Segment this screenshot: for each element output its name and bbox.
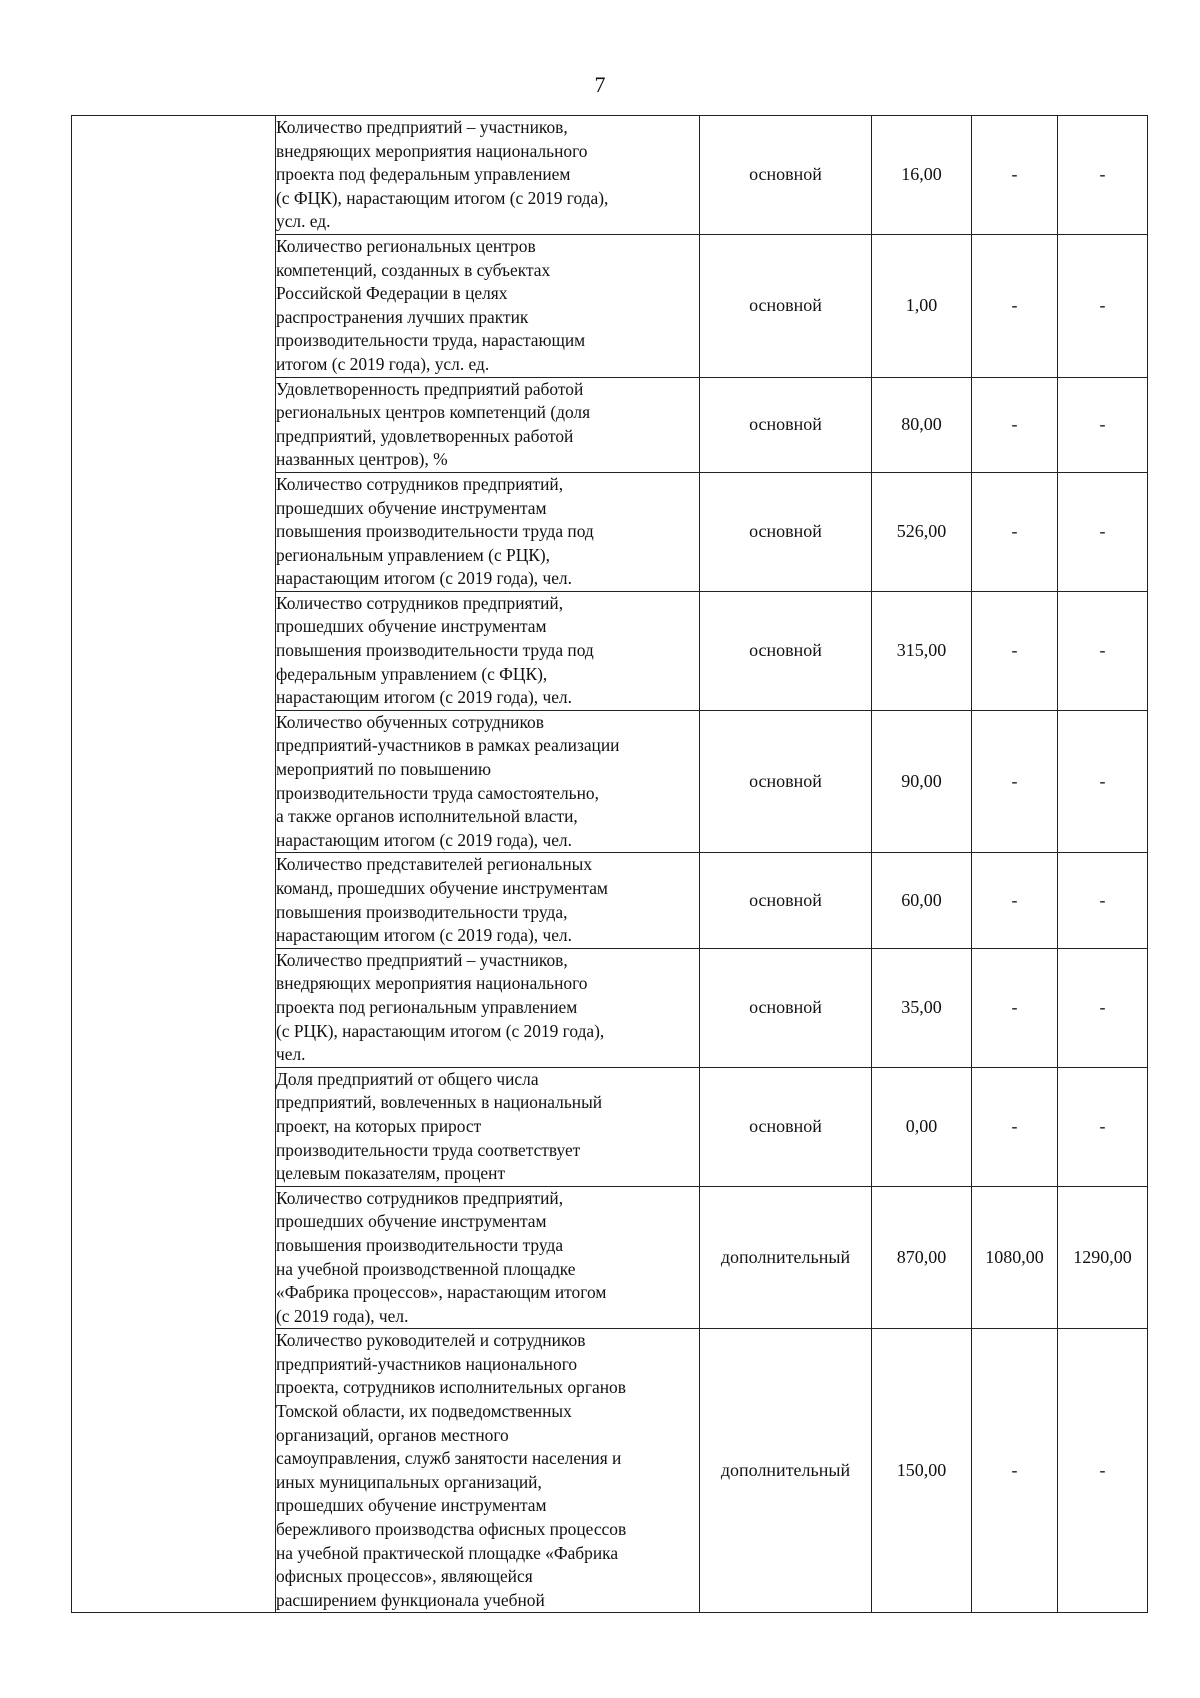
value-year-2: - bbox=[972, 1067, 1058, 1186]
indicator-type: основной bbox=[700, 591, 872, 710]
indicator-name: Количество предприятий – участников, внедряющих мероприятия национального проекта под региональным управлением (с РЦК), нарастающим итогом (с 2019 года), чел. bbox=[276, 948, 700, 1067]
value-year-1: 0,00 bbox=[872, 1067, 972, 1186]
page-number: 7 bbox=[594, 72, 606, 97]
indicator-type: дополнительный bbox=[700, 1329, 872, 1613]
value-year-3: - bbox=[1058, 948, 1148, 1067]
value-year-2: - bbox=[972, 116, 1058, 235]
value-year-2: - bbox=[972, 234, 1058, 377]
value-year-1: 870,00 bbox=[872, 1186, 972, 1329]
value-year-2: - bbox=[972, 853, 1058, 948]
indicators-table bbox=[71, 115, 1148, 1613]
value-year-2: 1080,00 bbox=[972, 1186, 1058, 1329]
indicator-type: основной bbox=[700, 1067, 872, 1186]
empty-first-column bbox=[72, 116, 276, 1613]
value-year-3: - bbox=[1058, 591, 1148, 710]
value-year-3: - bbox=[1058, 710, 1148, 853]
table-row bbox=[72, 116, 1148, 235]
indicator-type: основной bbox=[700, 948, 872, 1067]
value-year-3: - bbox=[1058, 1329, 1148, 1613]
value-year-1: 150,00 bbox=[872, 1329, 972, 1613]
value-year-1: 526,00 bbox=[872, 472, 972, 591]
indicator-type: основной bbox=[700, 710, 872, 853]
value-year-2: - bbox=[972, 710, 1058, 853]
indicator-name: Количество обученных сотрудников предприятий-участников в рамках реализации мероприятий по повышению производительности труда самостоятельно, а также органов исполнительной власти, нарастающим итогом (с 2019 года), чел. bbox=[276, 710, 700, 853]
indicator-name: Доля предприятий от общего числа предприятий, вовлеченных в национальный проект, на которых прирост производительности труда соответствует целевым показателям, процент bbox=[276, 1067, 700, 1186]
value-year-3: 1290,00 bbox=[1058, 1186, 1148, 1329]
value-year-2: - bbox=[972, 948, 1058, 1067]
value-year-1: 35,00 bbox=[872, 948, 972, 1067]
value-year-3: - bbox=[1058, 472, 1148, 591]
indicator-name: Количество предприятий – участников, внедряющих мероприятия национального проекта под федеральным управлением (с ФЦК), нарастающим итогом (с 2019 года), усл. ед. bbox=[276, 116, 700, 235]
indicator-name: Количество сотрудников предприятий, прошедших обучение инструментам повышения производительности труда под федеральным управлением (с ФЦК), нарастающим итогом (с 2019 года), чел. bbox=[276, 591, 700, 710]
value-year-1: 80,00 bbox=[872, 377, 972, 472]
indicator-name: Удовлетворенность предприятий работой региональных центров компетенций (доля предприятий, удовлетворенных работой названных центров), % bbox=[276, 377, 700, 472]
indicator-name: Количество сотрудников предприятий, прошедших обучение инструментам повышения производительности труда на учебной производственной площадке «Фабрика процессов», нарастающим итогом (с 2019 года), чел. bbox=[276, 1186, 700, 1329]
indicator-name: Количество сотрудников предприятий, прошедших обучение инструментам повышения производительности труда под региональным управлением (с РЦК), нарастающим итогом (с 2019 года), чел. bbox=[276, 472, 700, 591]
value-year-2: - bbox=[972, 1329, 1058, 1613]
value-year-1: 315,00 bbox=[872, 591, 972, 710]
value-year-2: - bbox=[972, 377, 1058, 472]
value-year-2: - bbox=[972, 591, 1058, 710]
value-year-3: - bbox=[1058, 377, 1148, 472]
indicator-type: основной bbox=[700, 377, 872, 472]
indicator-type: основной bbox=[700, 472, 872, 591]
indicator-type: основной bbox=[700, 234, 872, 377]
indicator-type: дополнительный bbox=[700, 1186, 872, 1329]
indicator-type: основной bbox=[700, 853, 872, 948]
value-year-3: - bbox=[1058, 853, 1148, 948]
value-year-1: 90,00 bbox=[872, 710, 972, 853]
value-year-1: 60,00 bbox=[872, 853, 972, 948]
indicator-name: Количество региональных центров компетенций, созданных в субъектах Российской Федерации в целях распространения лучших практик производительности труда, нарастающим итогом (с 2019 года), усл. ед. bbox=[276, 234, 700, 377]
indicator-type: основной bbox=[700, 116, 872, 235]
value-year-3: - bbox=[1058, 1067, 1148, 1186]
value-year-3: - bbox=[1058, 116, 1148, 235]
value-year-1: 16,00 bbox=[872, 116, 972, 235]
value-year-2: - bbox=[972, 472, 1058, 591]
value-year-3: - bbox=[1058, 234, 1148, 377]
value-year-1: 1,00 bbox=[872, 234, 972, 377]
indicator-name: Количество руководителей и сотрудников предприятий-участников национального проекта, сотрудников исполнительных органов Томской области, их подведомственных организаций, органов местного самоуправления, служб занятости населения и иных муниципальных организаций, прошедших обучение инструментам бережливого производства офисных процессов на учебной практической площадке «Фабрика офисных процессов», являющейся расширением функционала учебной bbox=[276, 1329, 700, 1613]
indicator-name: Количество представителей региональных команд, прошедших обучение инструментам повышения производительности труда, нарастающим итогом (с 2019 года), чел. bbox=[276, 853, 700, 948]
